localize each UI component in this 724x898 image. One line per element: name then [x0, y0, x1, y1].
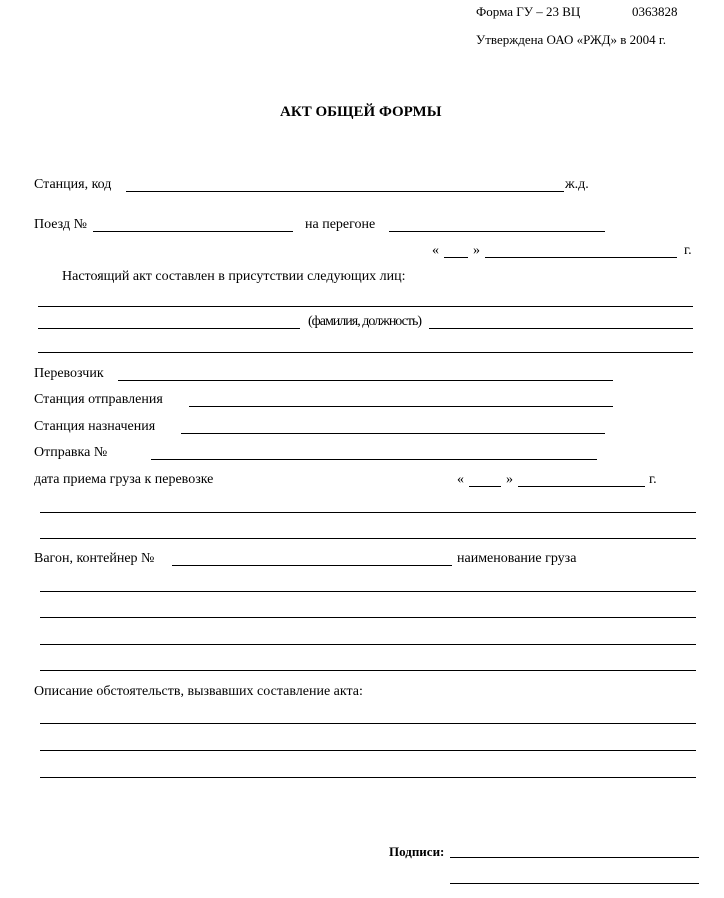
presence-line-3[interactable]	[38, 352, 693, 353]
destination-station-line[interactable]	[181, 433, 605, 434]
acceptance-quote-close: »	[506, 472, 513, 487]
signature-line-2[interactable]	[450, 883, 699, 884]
cargo-name-label: наименование груза	[457, 551, 577, 566]
circumstances-line-2[interactable]	[40, 750, 696, 751]
signature-line-1[interactable]	[450, 857, 699, 858]
form-label: Форма ГУ – 23 ВЦ	[476, 4, 581, 19]
circumstances-line-3[interactable]	[40, 777, 696, 778]
form-number: 0363828	[632, 4, 678, 19]
cargo-line-2[interactable]	[40, 617, 696, 618]
name-position-caption: (фамилия, должность)	[308, 314, 422, 329]
departure-station-label: Станция отправления	[34, 392, 163, 407]
circumstances-label: Описание обстоятельств, вызвавших составление акта:	[34, 684, 363, 699]
document-title: АКТ ОБЩЕЙ ФОРМЫ	[280, 104, 442, 120]
signatures-label: Подписи:	[389, 844, 445, 859]
presence-line-1[interactable]	[38, 306, 693, 307]
cargo-line-3[interactable]	[40, 644, 696, 645]
approval-note: Утверждена ОАО «РЖД» в 2004 г.	[476, 32, 666, 47]
departure-station-line[interactable]	[189, 406, 613, 407]
train-number-line[interactable]	[93, 231, 293, 232]
section-label: на перегоне	[305, 217, 376, 232]
acceptance-extra-line-1[interactable]	[40, 512, 696, 513]
station-code-line[interactable]	[126, 191, 564, 192]
circumstances-line-1[interactable]	[40, 723, 696, 724]
presence-line-2b[interactable]	[429, 328, 693, 329]
acceptance-extra-line-2[interactable]	[40, 538, 696, 539]
date-month-line[interactable]	[485, 257, 677, 258]
destination-station-label: Станция назначения	[34, 419, 156, 434]
railway-suffix: ж.д.	[565, 177, 589, 192]
cargo-line-4[interactable]	[40, 670, 696, 671]
wagon-container-label: Вагон, контейнер №	[34, 551, 155, 566]
date-year-suffix: г.	[684, 243, 692, 258]
station-code-label: Станция, код	[34, 177, 112, 192]
presence-line-2a[interactable]	[38, 328, 300, 329]
section-line[interactable]	[389, 231, 605, 232]
carrier-label: Перевозчик	[34, 366, 104, 381]
acceptance-quote-open: «	[457, 472, 464, 487]
shipment-line[interactable]	[151, 459, 597, 460]
acceptance-date-label: дата приема груза к перевозке	[34, 472, 214, 487]
carrier-line[interactable]	[118, 380, 613, 381]
acceptance-month-line[interactable]	[518, 486, 645, 487]
shipment-label: Отправка №	[34, 445, 108, 460]
cargo-line-1[interactable]	[40, 591, 696, 592]
presence-text: Настоящий акт составлен в присутствии следующих лиц:	[62, 269, 406, 284]
date-day-line[interactable]	[444, 257, 468, 258]
wagon-container-line[interactable]	[172, 565, 452, 566]
train-label: Поезд №	[34, 217, 87, 232]
acceptance-year-suffix: г.	[649, 472, 657, 487]
date-quote-close: »	[473, 243, 480, 258]
date-quote-open: «	[432, 243, 439, 258]
acceptance-day-line[interactable]	[469, 486, 501, 487]
